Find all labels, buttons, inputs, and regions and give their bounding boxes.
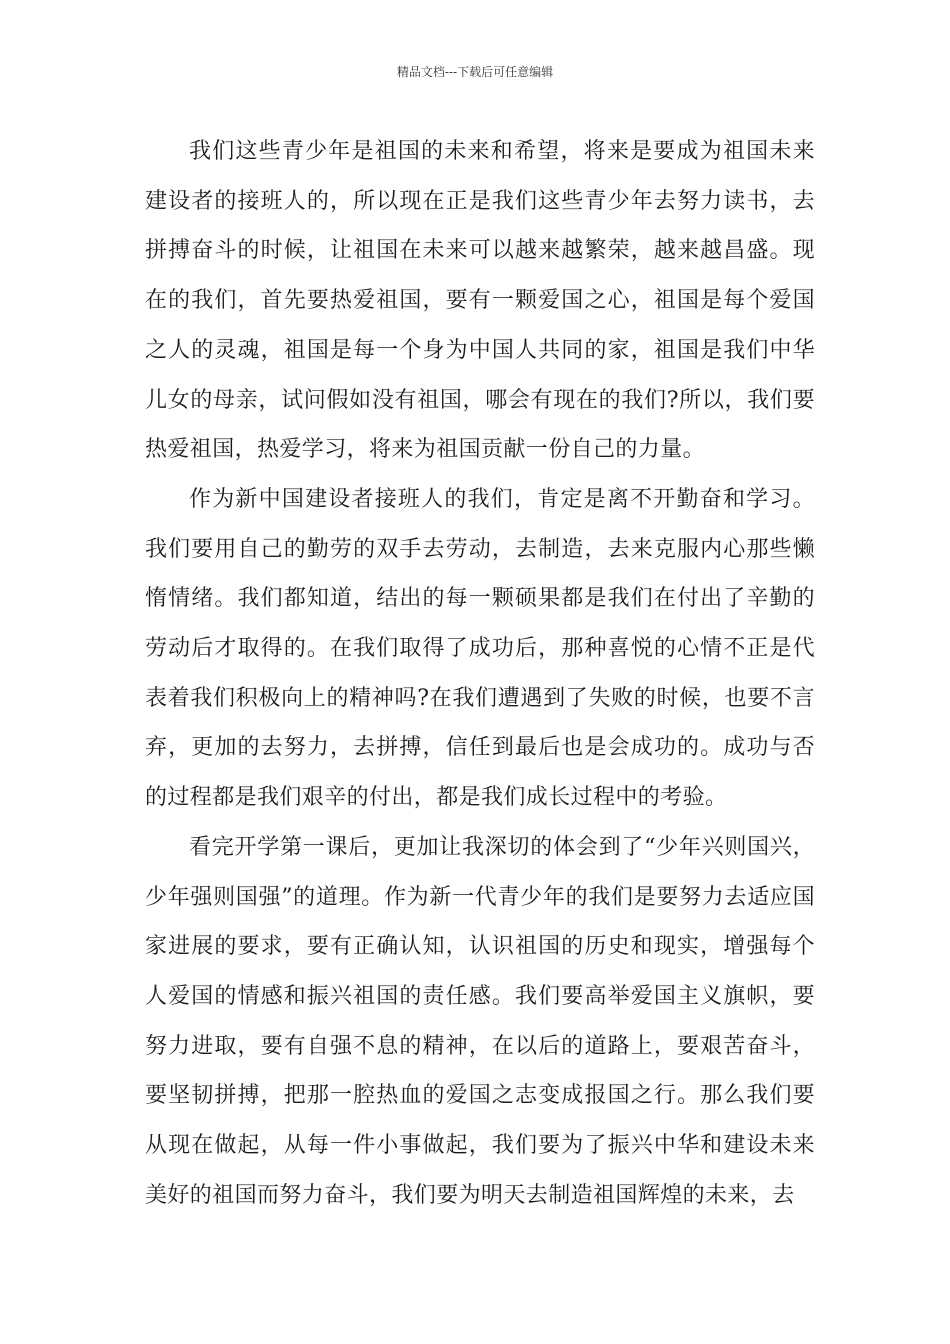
page-header: 精品文档---下载后可任意编辑: [396, 65, 554, 79]
paragraph-2: 作为新中国建设者接班人的我们，肯定是离不开勤奋和学习。我们要用自己的勤劳的双手去劳动，去制造，去来克服内心那些懒惰情绪。我们都知道，结出的每一颗硕果都是我们在付出了辛勤的劳动后才取得的。在我们取得了成功后，那种喜悦的心情不正是代表着我们积极向上的精神吗?在我们遭遇到了失败的时候，也要不言弃，更加的去努力，去拼搏，信任到最后也是会成功的。成功与否的过程都是我们艰辛的付出，都是我们成长过程中的考验。: [145, 486, 815, 811]
paragraph-1: 我们这些青少年是祖国的未来和希望，将来是要成为祖国未来建设者的接班人的，所以现在正是我们这些青少年去努力读书，去拼搏奋斗的时候，让祖国在未来可以越来越繁荣，越来越昌盛。现在的我们，首先要热爱祖国，要有一颗爱国之心，祖国是每个爱国之人的灵魂，祖国是每一个身为中国人共同的家，祖国是我们中华儿女的母亲，试问假如没有祖国，哪会有现在的我们?所以，我们要热爱祖国，热爱学习，将来为祖国贡献一份自己的力量。: [145, 139, 816, 463]
document-body: [145, 127, 815, 1220]
paragraph-3: 看完开学第一课后，更加让我深切的体会到了“少年兴则国兴，少年强则国强”的道理。作为新一代青少年的我们是要努力去适应国家进展的要求，要有正确认知，认识祖国的历史和现实，增强每个人爱国的情感和振兴祖国的责任感。我们要高举爱国主义旗帜，要努力进取，要有自强不息的精神，在以后的道路上，要艰苦奋斗，要坚韧拼搏，把那一腔热血的爱国之志变成报国之行。那么我们要从现在做起，从每一件小事做起，我们要为了振兴中华和建设未来美好的祖国而努力奋斗，我们要为明天去制造祖国辉煌的未来，去: [145, 834, 815, 1208]
